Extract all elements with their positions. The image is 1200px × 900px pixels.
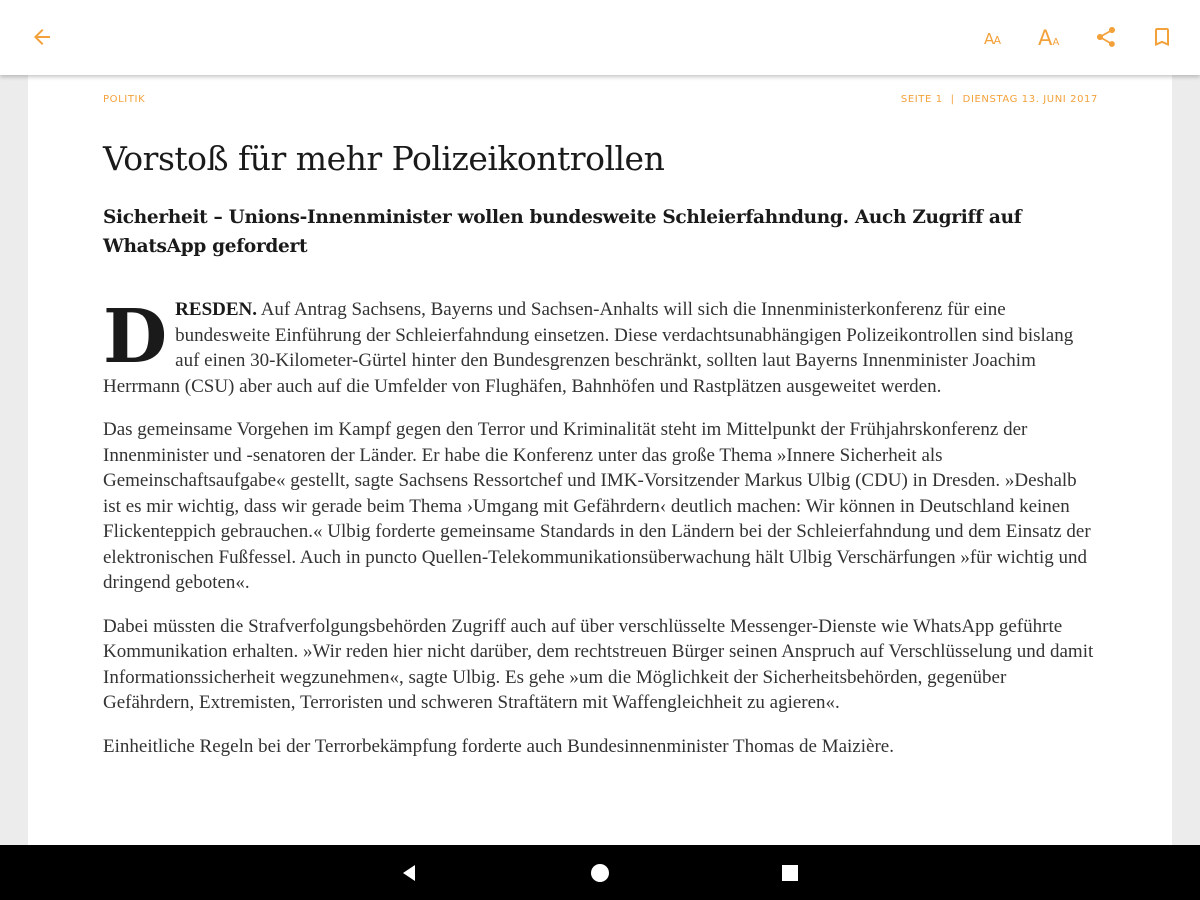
- share-button[interactable]: [1086, 17, 1126, 57]
- article-page[interactable]: [28, 75, 1172, 845]
- app-bar: [0, 0, 1200, 75]
- nav-home-button[interactable]: [582, 855, 618, 891]
- nav-recents-square-icon: [780, 863, 800, 883]
- nav-back-button[interactable]: [392, 855, 428, 891]
- nav-home-circle-icon: [590, 863, 610, 883]
- page-number: SEITE 1: [900, 94, 943, 105]
- article-subheadline: Sicherheit – Unions-Innenminister wollen bundesweite Schleierfahndung. Auch Zugriff auf WhatsApp gefordert: [103, 207, 1022, 257]
- bookmark-button[interactable]: [1142, 17, 1182, 57]
- font-size-decrease-icon: [981, 25, 1007, 49]
- font-size-decrease-button[interactable]: [974, 17, 1014, 57]
- svg-text:A: A: [1038, 26, 1053, 50]
- publication-date: DIENSTAG 13. JUNI 2017: [962, 94, 1098, 105]
- svg-text:A: A: [1052, 37, 1060, 48]
- svg-text:A: A: [984, 30, 995, 48]
- svg-text:A: A: [993, 34, 1002, 47]
- system-nav-bar: [0, 845, 1200, 900]
- font-size-increase-icon: [1036, 24, 1064, 50]
- page-date-info: [901, 94, 1098, 105]
- body-paragraph: Dabei müssten die Strafverfolgungsbehörden Zugriff auch auf über verschlüsselte Messenger-Dienste wie WhatsApp geführte Kommunikation erhalten. »Wir reden hier nicht darüber, dem rechtstreuen Bürger seinen Anspruch auf Verschlüsselung und damit Informationssicherheit wegzunehmen«, sagte Ulbig. Es gehe »um die Möglichkeit der Sicherheitsbehörden, gegenüber Gefährdern, Extremisten, Terroristen und schweren Straftätern mit Waffengleichheit zu agieren«.: [103, 615, 1094, 713]
- lead-paragraph: [103, 294, 1098, 399]
- lead-text: Auf Antrag Sachsens, Bayerns und Sachsen-Anhalts will sich die Innenministerkonferenz für eine bundesweite Einführung der Schleierfahndung einsetzen. Diese verdachtsunabhängigen Polizeikontrollen sind bislang auf einen 30-Kilometer-Gürtel hinter den Bundesgrenzen beschränkt, sollten laut Bayerns Innenminister Joachim Herrmann (CSU) aber auch auf die Umfelder von Flughäfen, Bahnhöfen und Rastplätzen ausgeweitet werden.: [103, 299, 1074, 397]
- arrow-left-icon: [30, 25, 54, 49]
- article-headline: Vorstoß für mehr Polizeikontrollen: [103, 139, 665, 178]
- drop-cap: D: [103, 294, 168, 380]
- section-label[interactable]: POLITIK: [103, 94, 146, 105]
- bookmark-icon: [1150, 25, 1174, 49]
- article-body: [103, 294, 1098, 777]
- back-button[interactable]: [22, 17, 62, 57]
- share-icon: [1094, 25, 1118, 49]
- dateline: RESDEN.: [175, 299, 257, 320]
- body-paragraph: Einheitliche Regeln bei der Terrorbekämpfung forderte auch Bundesinnenminister Thomas de Maizière.: [103, 735, 894, 757]
- body-paragraph: Das gemeinsame Vorgehen im Kampf gegen den Terror und Kriminalität steht im Mittelpunkt der Frühjahrskonferenz der Innenminister und -senatoren der Länder. Er habe die Konferenz unter das große Thema »Innere Sicherheit als Gemeinschaftsaufgabe« gestellt, sagte Sachsens Ressortchef und IMK-Vorsitzender Markus Ulbig (CDU) in Dresden. »Deshalb ist es mir wichtig, dass wir gerade beim Thema ›Umgang mit Gefährdern‹ deutlich machen: Wir können in Deutschland keinen Flickenteppich gebrauchen.« Ulbig forderte gemeinsame Standards in den Ländern bei der Schleierfahndung und dem Einsatz der elektronischen Fußfessel. Auch in puncto Quellen-Telekommunikationsüberwachung hält Ulbig Verschärfungen »für wichtig und dringend geboten«.: [103, 419, 1091, 593]
- font-size-increase-button[interactable]: [1030, 17, 1070, 57]
- nav-back-triangle-icon: [400, 863, 420, 883]
- meta-separator: |: [950, 94, 955, 105]
- nav-recents-button[interactable]: [772, 855, 808, 891]
